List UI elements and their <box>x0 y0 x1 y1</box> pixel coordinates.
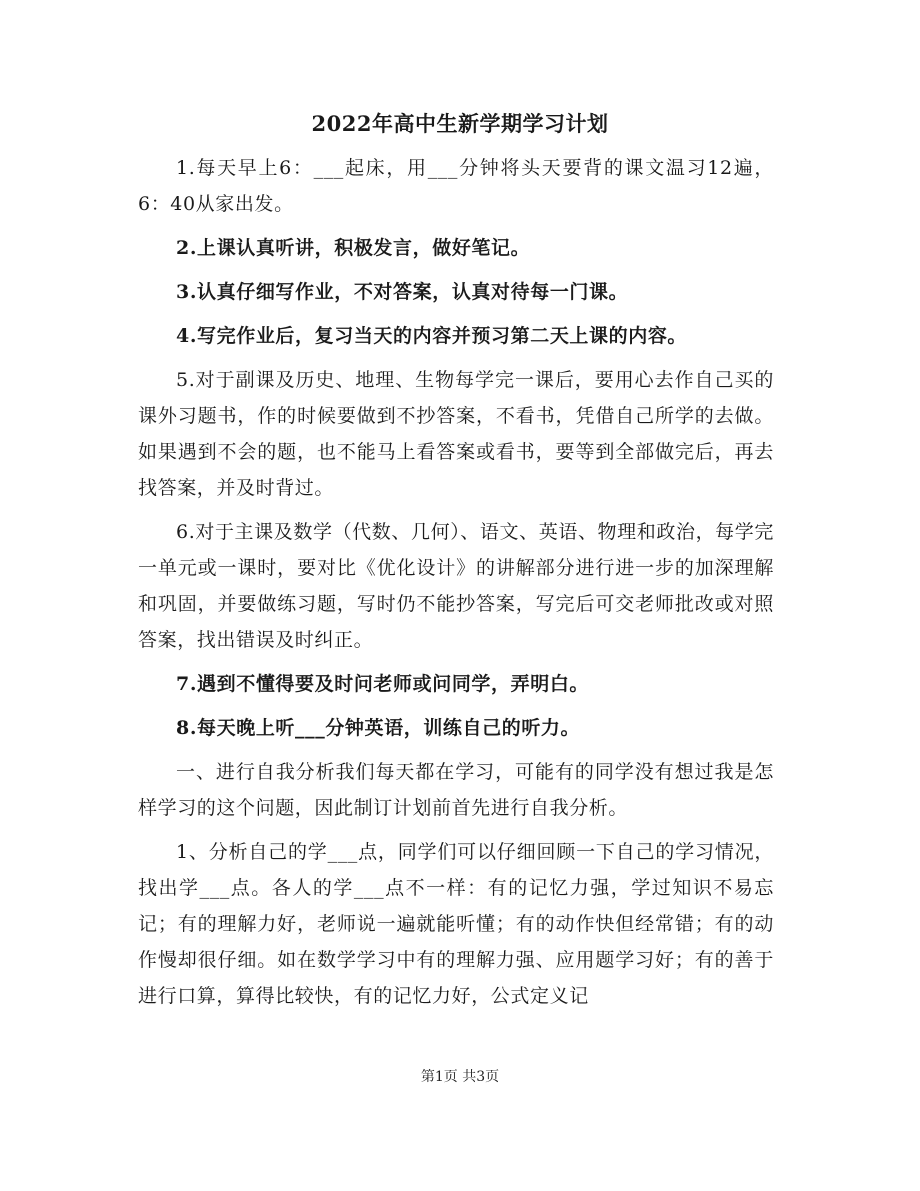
paragraph-1: 1.每天早上6：___起床，用___分钟将头天要背的课文温习12遍，6：40从家出发。 <box>138 157 774 215</box>
paragraph-section-one: 一、进行自我分析我们每天都在学习，可能有的同学没有想过我是怎样学习的这个问题，因此制订计划前首先进行自我分析。 <box>138 761 774 819</box>
paragraph-3: 3.认真仔细写作业，不对答案，认真对待每一门课。 <box>176 281 629 303</box>
paragraph-2: 2.上课认真听讲，积极发言，做好笔记。 <box>176 237 531 259</box>
paragraph-6: 6.对于主课及数学（代数、几何）、语文、英语、物理和政治，每学完一单元或一课时，要对比《优化设计》的讲解部分进行进一步的加深理解和巩固，并要做练习题，写时仍不能抄答案，写完后可交老师批改或对照答案，找出错误及时纠正。 <box>138 521 774 651</box>
paragraph-5: 5.对于副课及历史、地理、生物每学完一课后，要用心去作自己买的课外习题书，作的时候要做到不抄答案，不看书，凭借自己所学的去做。如果遇到不会的题，也不能马上看答案或看书，要等到全部做完后，再去找答案，并及时背过。 <box>138 369 774 499</box>
paragraph-4: 4.写完作业后，复习当天的内容并预习第二天上课的内容。 <box>176 325 688 347</box>
paragraph-analysis-1: 1、分析自己的学___点，同学们可以仔细回顾一下自己的学习情况，找出学___点。各人的学___点不一样：有的记忆力强，学过知识不易忘记；有的理解力好，老师说一遍就能听懂；有的动作快但经常错；有的动作慢却很仔细。如在数学学习中有的理解力强、应用题学习好；有的善于进行口算，算得比较快，有的记忆力好，公式定义记 <box>138 841 774 1007</box>
page-footer: 第1页 共3页 <box>420 1069 500 1085</box>
paragraph-7: 7.遇到不懂得要及时问老师或问同学，弄明白。 <box>176 673 590 695</box>
document-title: 2022年高中生新学期学习计划 <box>311 111 609 136</box>
document-body <box>138 150 774 1022</box>
paragraph-8: 8.每天晚上听___分钟英语，训练自己的听力。 <box>176 717 581 739</box>
